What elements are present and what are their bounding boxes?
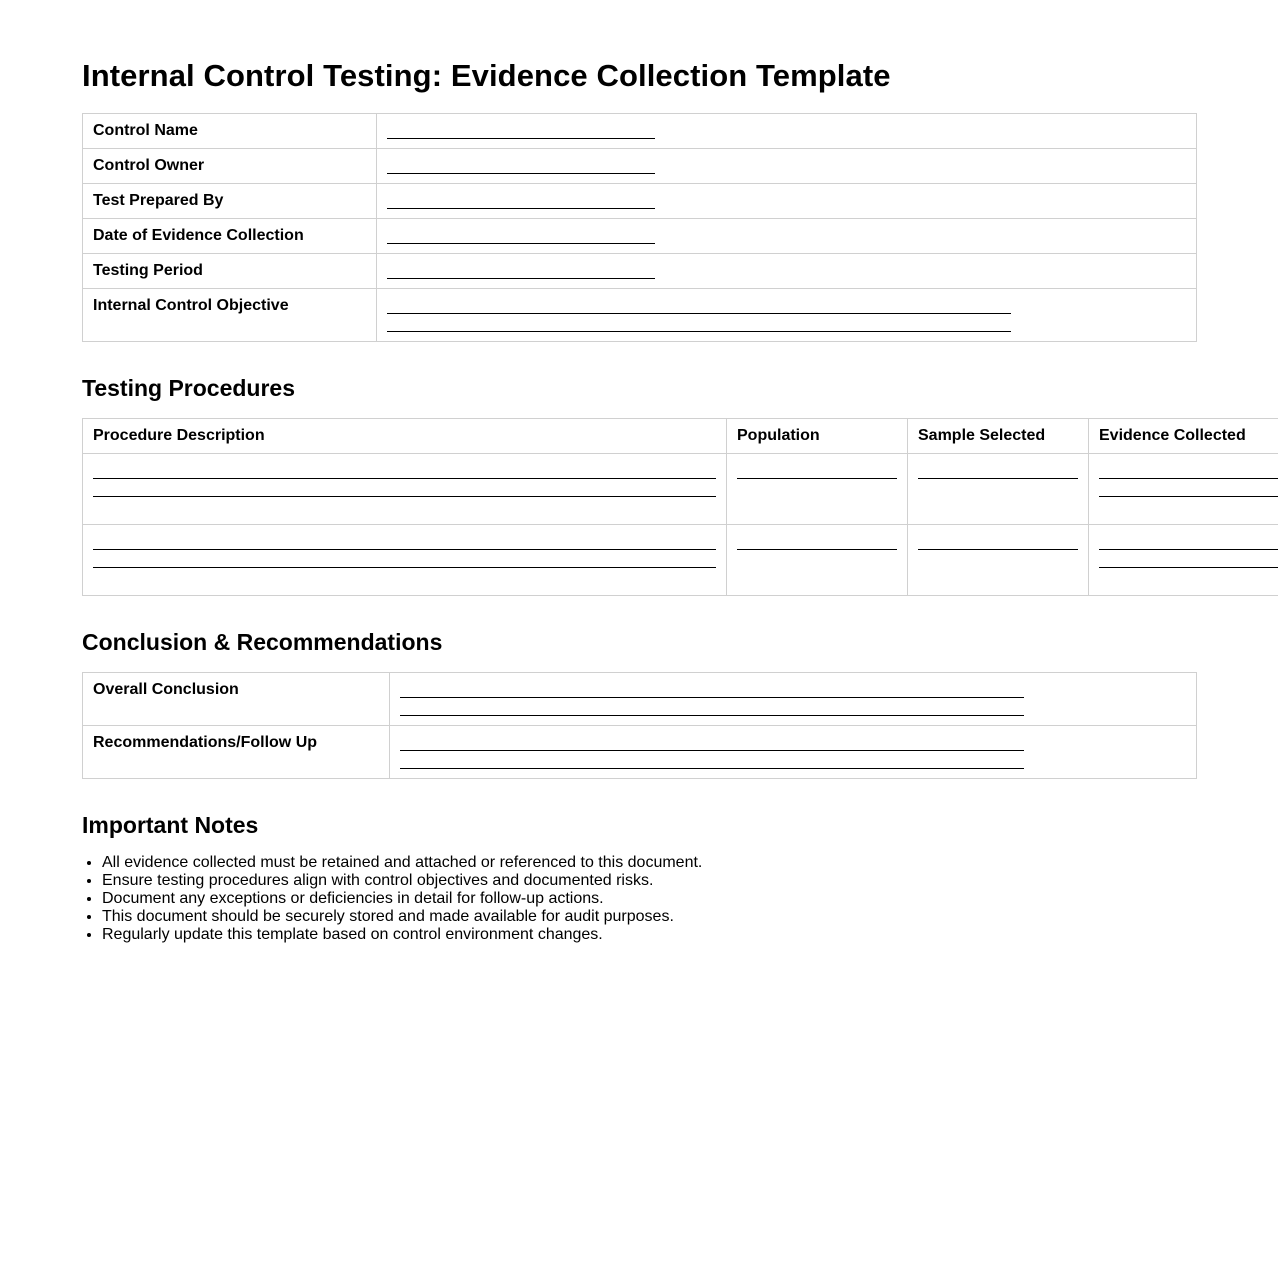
list-item: • This document should be securely stored and made available for audit purposes. (102, 908, 702, 926)
blank-line[interactable] (93, 479, 716, 497)
conclusion-label: Overall Conclusion (83, 673, 390, 726)
table-row (83, 454, 1278, 525)
info-value-cell[interactable] (377, 149, 1197, 184)
blank-line[interactable] (387, 192, 655, 209)
info-row-control-objective (83, 289, 1197, 342)
conclusion-row-overall (83, 673, 1197, 726)
info-row-control-name (83, 114, 1197, 149)
list-item: • All evidence collected must be retained and attached or referenced to this document. (102, 854, 702, 872)
blank-line[interactable] (400, 734, 1024, 751)
population-cell[interactable] (727, 525, 908, 596)
blank-line[interactable] (1099, 479, 1278, 497)
conclusion-row-recommendations (83, 726, 1197, 779)
blank-line[interactable] (93, 462, 716, 479)
blank-line[interactable] (400, 681, 1024, 698)
blank-line[interactable] (387, 297, 1011, 314)
blank-line[interactable] (387, 262, 655, 279)
table-header-row (83, 419, 1278, 454)
blank-line[interactable] (1099, 462, 1278, 479)
info-value-cell[interactable] (377, 219, 1197, 254)
procedures-table-wrapper (82, 418, 1278, 596)
info-row-date-of-evidence (83, 219, 1197, 254)
conclusion-label: Recommendations/Follow Up (83, 726, 390, 779)
info-row-testing-period (83, 254, 1197, 289)
evidence-collected-cell[interactable] (1089, 454, 1278, 525)
testing-procedures-table (82, 418, 1278, 596)
info-label: Internal Control Objective (83, 289, 377, 342)
evidence-collected-cell[interactable] (1089, 525, 1278, 596)
info-label: Date of Evidence Collection (83, 219, 377, 254)
info-label: Control Owner (83, 149, 377, 184)
list-item: • Document any exceptions or deficiencies in detail for follow-up actions. (102, 890, 702, 908)
info-label: Test Prepared By (83, 184, 377, 219)
blank-line[interactable] (387, 157, 655, 174)
page-title: Internal Control Testing: Evidence Collection Template (82, 58, 891, 93)
column-header: Evidence Collected (1089, 419, 1278, 454)
blank-line[interactable] (400, 751, 1024, 769)
info-row-test-prepared-by (83, 184, 1197, 219)
blank-line[interactable] (1099, 533, 1278, 550)
sample-selected-cell[interactable] (908, 454, 1089, 525)
section-heading-testing-procedures: Testing Procedures (82, 375, 296, 401)
list-item: • Ensure testing procedures align with control objectives and documented risks. (102, 872, 702, 890)
blank-line[interactable] (93, 550, 716, 568)
section-heading-important-notes: Important Notes (82, 812, 259, 838)
blank-line[interactable] (387, 122, 655, 139)
info-value-cell[interactable] (377, 289, 1197, 342)
blank-line[interactable] (918, 462, 1078, 479)
section-heading-conclusion: Conclusion & Recommendations (82, 629, 443, 655)
column-header: Procedure Description (83, 419, 727, 454)
procedure-description-cell[interactable] (83, 454, 727, 525)
conclusion-table (82, 672, 1197, 779)
table-row (83, 525, 1278, 596)
info-label: Control Name (83, 114, 377, 149)
conclusion-value-cell[interactable] (390, 726, 1197, 779)
blank-line[interactable] (387, 314, 1011, 332)
blank-line[interactable] (93, 533, 716, 550)
procedure-description-cell[interactable] (83, 525, 727, 596)
control-info-table (82, 113, 1197, 342)
info-value-cell[interactable] (377, 254, 1197, 289)
sample-selected-cell[interactable] (908, 525, 1089, 596)
blank-line[interactable] (387, 227, 655, 244)
population-cell[interactable] (727, 454, 908, 525)
conclusion-value-cell[interactable] (390, 673, 1197, 726)
blank-line[interactable] (737, 533, 897, 550)
blank-line[interactable] (1099, 550, 1278, 568)
blank-line[interactable] (400, 698, 1024, 716)
column-header: Population (727, 419, 908, 454)
important-notes-list (82, 854, 702, 944)
info-label: Testing Period (83, 254, 377, 289)
list-item: • Regularly update this template based on control environment changes. (102, 926, 702, 944)
blank-line[interactable] (737, 462, 897, 479)
info-row-control-owner (83, 149, 1197, 184)
blank-line[interactable] (918, 533, 1078, 550)
info-value-cell[interactable] (377, 114, 1197, 149)
column-header: Sample Selected (908, 419, 1089, 454)
info-value-cell[interactable] (377, 184, 1197, 219)
